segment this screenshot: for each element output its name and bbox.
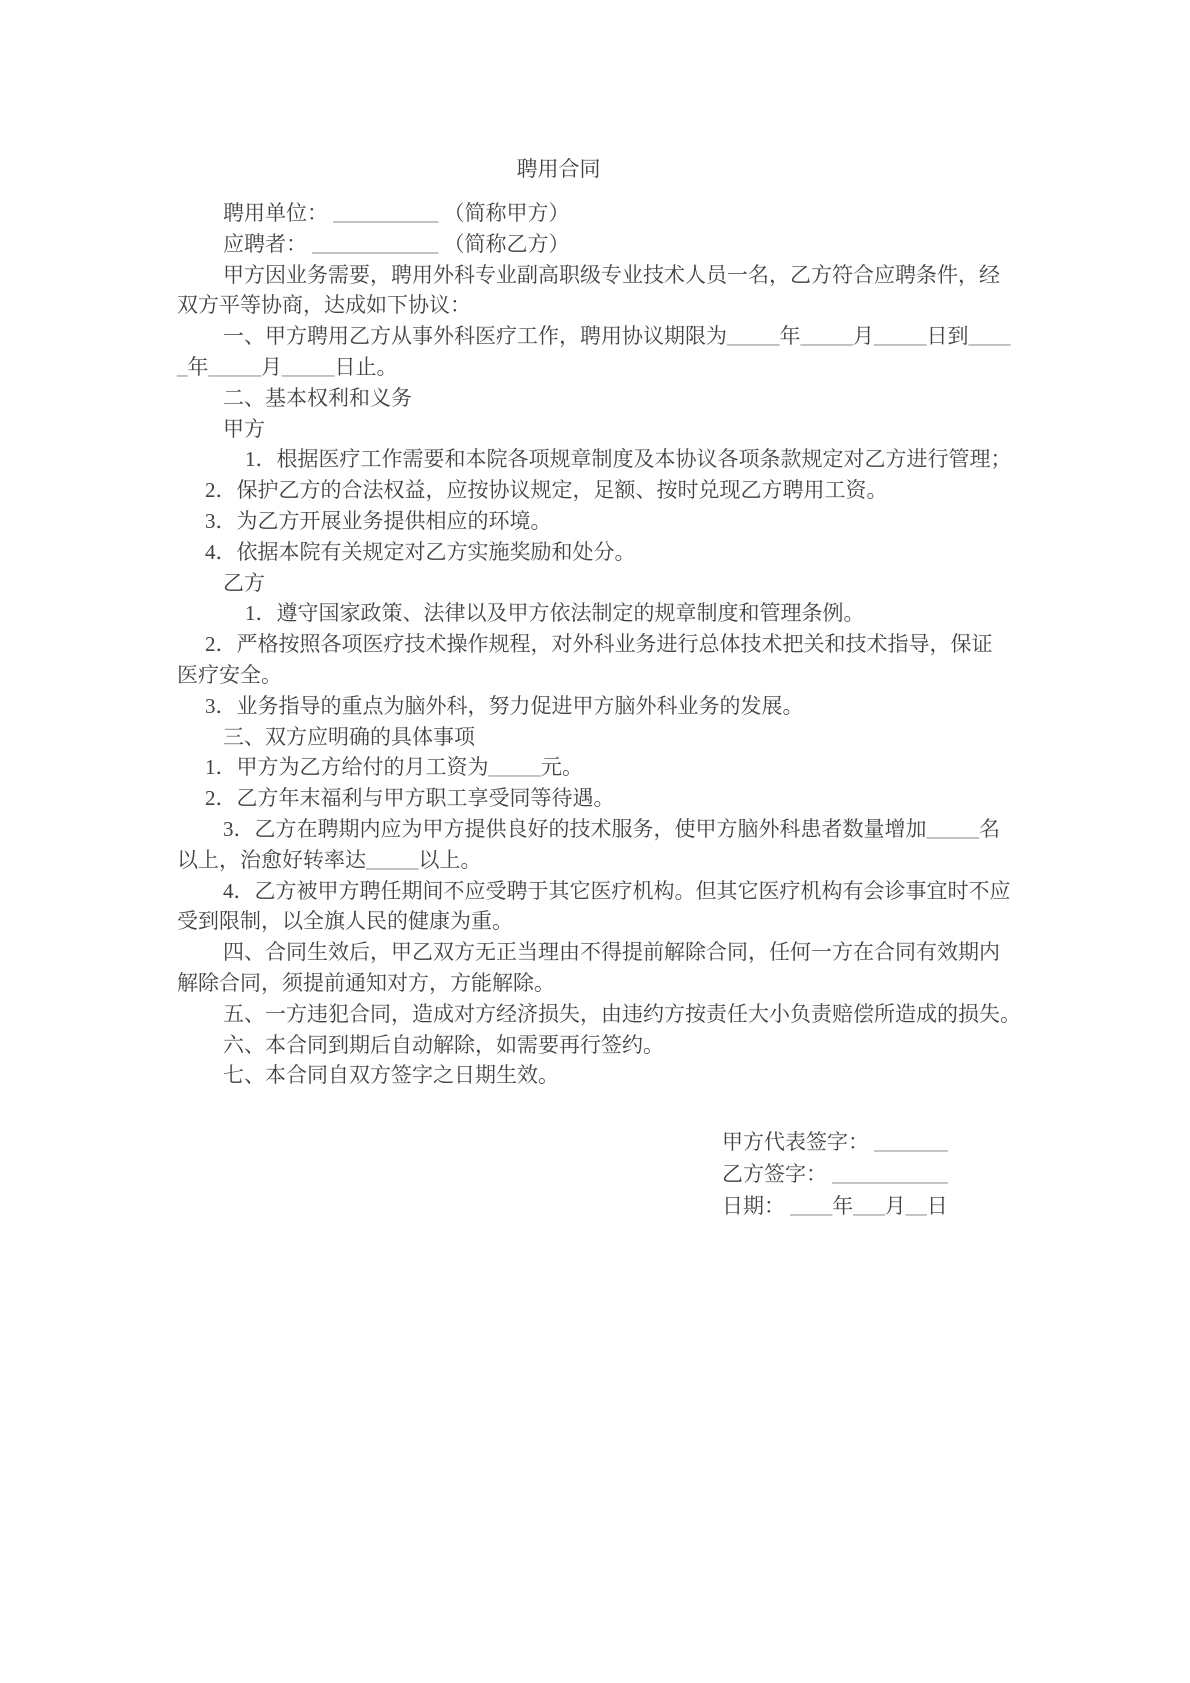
date-line: 日期： ____年___月__日 bbox=[722, 1194, 948, 1218]
blank-field: ___ bbox=[853, 1194, 885, 1218]
blank-field: _____ bbox=[727, 324, 780, 349]
contract-line: 2．保护乙方的合法权益，应按协议规定，足额、按时兑现乙方聘用工资。 bbox=[205, 478, 888, 503]
blank-field: ___________ bbox=[832, 1162, 948, 1186]
blank-field: _____ bbox=[282, 354, 335, 379]
blank-field: ____________ bbox=[312, 231, 439, 256]
party-a-signature-line: 甲方代表签字： _______ bbox=[722, 1130, 948, 1154]
blank-field: _______ bbox=[874, 1130, 948, 1154]
contract-line: 4．依据本院有关规定对乙方实施奖励和处分。 bbox=[205, 539, 636, 564]
blank-field: ____ bbox=[790, 1194, 833, 1218]
contract-line: 2．乙方年末福利与甲方职工享受同等待遇。 bbox=[205, 786, 615, 811]
blank-field: _____ bbox=[366, 847, 419, 872]
contract-line: 三、双方应明确的具体事项 bbox=[223, 724, 475, 749]
contract-line: 五、一方违犯合同，造成对方经济损失，由违约方按责任大小负责赔偿所造成的损失。 bbox=[223, 1001, 1021, 1026]
blank-field: _____ bbox=[488, 755, 541, 780]
contract-line: _年_____月_____日止。 bbox=[177, 354, 398, 379]
blank-field: __________ bbox=[333, 201, 439, 225]
contract-line: 1．遵守国家政策、法律以及甲方依法制定的规章制度和管理条例。 bbox=[245, 601, 865, 626]
contract-line: 甲方 bbox=[223, 416, 265, 441]
contract-line: 医疗安全。 bbox=[177, 662, 282, 687]
contract-line: 六、本合同到期后自动解除，如需要再行签约。 bbox=[223, 1032, 664, 1057]
blank-field: _____ bbox=[874, 324, 927, 349]
contract-line: 四、合同生效后，甲乙双方无正当理由不得提前解除合同，任何一方在合同有效期内 bbox=[223, 940, 1000, 965]
contract-line: 二、基本权利和义务 bbox=[223, 385, 412, 410]
blank-field: _____ bbox=[800, 324, 853, 349]
contract-line: 1．甲方为乙方给付的月工资为_____元。 bbox=[205, 755, 583, 780]
signature-block bbox=[722, 1126, 982, 1222]
blank-field: ____ bbox=[968, 324, 1011, 349]
blank-field: _____ bbox=[926, 816, 979, 841]
blank-field: __ bbox=[905, 1194, 927, 1218]
contract-line: 3．乙方在聘期内应为甲方提供良好的技术服务，使甲方脑外科患者数量增加_____名 bbox=[223, 816, 1000, 841]
contract-line: 一、甲方聘用乙方从事外科医疗工作，聘用协议期限为_____年_____月_____日到____ bbox=[223, 324, 1011, 349]
contract-line: 1．根据医疗工作需要和本院各项规章制度及本协议各项条款规定对乙方进行管理； bbox=[245, 447, 1012, 472]
contract-line: 3．业务指导的重点为脑外科，努力促进甲方脑外科业务的发展。 bbox=[205, 693, 804, 718]
contract-line: 以上，治愈好转率达_____以上。 bbox=[177, 847, 482, 872]
contract-line: 聘用单位： __________ （简称甲方） bbox=[223, 201, 570, 225]
contract-line: 解除合同，须提前通知对方，方能解除。 bbox=[177, 970, 555, 995]
blank-field: _ bbox=[177, 354, 188, 379]
contract-line: 乙方 bbox=[223, 570, 265, 595]
contract-line: 双方平等协商，达成如下协议： bbox=[177, 293, 471, 318]
contract-body bbox=[177, 198, 1021, 1091]
contract-line: 应聘者： ____________ （简称乙方） bbox=[223, 231, 570, 256]
contract-line: 甲方因业务需要，聘用外科专业副高职级专业技术人员一名，乙方符合应聘条件，经 bbox=[223, 262, 1000, 287]
contract-line: 2．严格按照各项医疗技术操作规程，对外科业务进行总体技术把关和技术指导，保证 bbox=[205, 632, 993, 657]
party-b-signature-line: 乙方签字： ___________ bbox=[722, 1162, 948, 1186]
contract-line: 3．为乙方开展业务提供相应的环境。 bbox=[205, 508, 552, 533]
contract-line: 4．乙方被甲方聘任期间不应受聘于其它医疗机构。但其它医疗机构有会诊事宜时不应 bbox=[223, 878, 1011, 903]
contract-line: 七、本合同自双方签字之日期生效。 bbox=[223, 1063, 559, 1088]
blank-field: _____ bbox=[208, 354, 261, 379]
contract-line: 受到限制，以全旗人民的健康为重。 bbox=[177, 909, 513, 934]
document-title: 聘用合同 bbox=[516, 157, 601, 181]
